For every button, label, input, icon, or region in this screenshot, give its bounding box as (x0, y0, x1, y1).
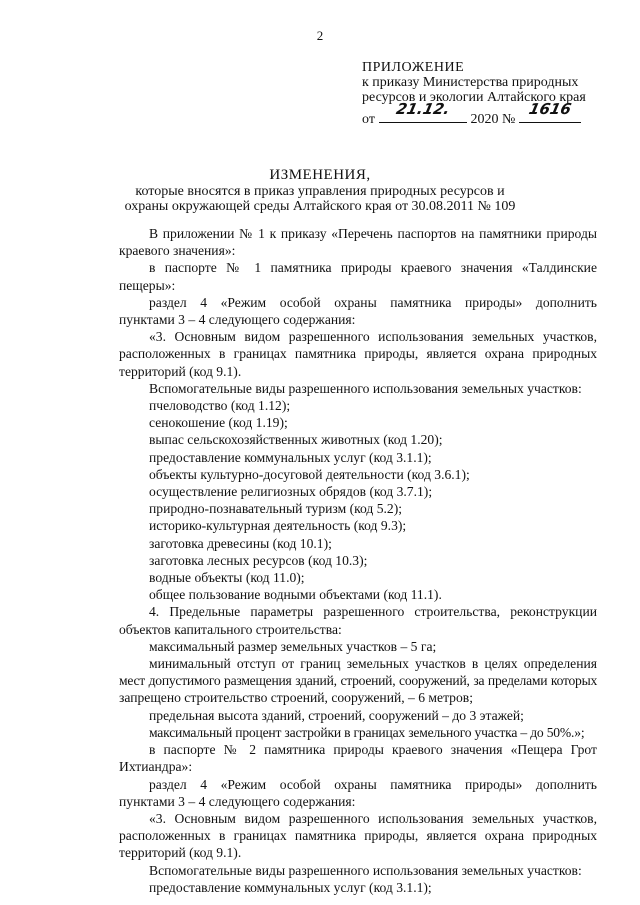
auxiliary-uses-list (119, 397, 597, 603)
year-number-label: 2020 № (470, 112, 516, 127)
paragraph-line: максимальный процент застройки в границах земельного участка – до 50%.»; (149, 724, 585, 740)
paragraph-line: краевого значения»: (119, 243, 236, 259)
date-blank (379, 100, 467, 123)
paragraph-line: запрещено строительство строений, сооружений, – 6 метров; (119, 690, 473, 706)
heading-line-1: которые вносятся в приказ управления природных ресурсов и (135, 184, 505, 199)
paragraph-line: Вспомогательные виды разрешенного использования земельных участков: (149, 862, 582, 878)
paragraph-line: пунктами 3 – 4 следующего содержания: (119, 793, 356, 809)
handwritten-number: 1616 (527, 100, 574, 118)
list-item: заготовка лесных ресурсов (код 10.3); (149, 552, 368, 568)
paragraph-line: «3. Основным видом разрешенного использования земельных участков, (149, 329, 597, 345)
heading-title: ИЗМЕНЕНИЯ, (269, 167, 371, 183)
paragraph-line: территорий (код 9.1). (119, 845, 242, 861)
list-item: заготовка древесины (код 10.1); (149, 535, 332, 551)
list-item: сенокошение (код 1.19); (149, 415, 288, 431)
paragraph-line: минимальный отступ от границ земельных участков в целях определения (149, 656, 597, 672)
list-item: водные объекты (код 11.0); (149, 570, 305, 586)
paragraph-line: мест допустимого размещения зданий, строений, сооружений, за пределами которых (119, 673, 597, 689)
document-heading (0, 168, 640, 214)
paragraph-line: максимальный размер земельных участков – 5 га; (149, 638, 437, 654)
paragraph-line: объектов капитального строительства: (119, 621, 342, 637)
paragraph-line: предельная высота зданий, строений, сооружений – до 3 этажей; (149, 707, 524, 723)
paragraph-line: Вспомогательные виды разрешенного использования земельных участков: (149, 380, 582, 396)
page-number: 2 (316, 28, 324, 43)
paragraph-line: «3. Основным видом разрешенного использования земельных участков, (149, 810, 597, 826)
paragraph-line: раздел 4 «Режим особой охраны памятника природы» дополнить (149, 294, 597, 310)
annex-title: ПРИЛОЖЕНИЕ (362, 60, 465, 75)
annex-ministry-line: ресурсов и экологии Алтайского края (362, 90, 586, 105)
list-item: пчеловодство (код 1.12); (149, 398, 291, 414)
list-item: осуществление религиозных обрядов (код 3.7.1); (149, 484, 433, 500)
paragraph-line: 4. Предельные параметры разрешенного строительства, реконструкции (149, 604, 597, 620)
paragraph-line: раздел 4 «Режим особой охраны памятника природы» дополнить (149, 776, 597, 792)
paragraph-line: Ихтиандра»: (119, 759, 193, 775)
annex-block (362, 60, 602, 127)
document-body (119, 225, 597, 896)
annex-date-line (362, 100, 602, 127)
annex-order-line: к приказу Министерства природных (362, 75, 579, 90)
paragraph-line: пещеры»: (119, 277, 176, 293)
list-item: выпас сельскохозяйственных животных (код 1.20); (149, 432, 443, 448)
list-item: предоставление коммунальных услуг (код 3.1.1); (149, 449, 432, 465)
list-item: природно-познавательный туризм (код 5.2); (149, 501, 403, 517)
date-prefix: от (362, 112, 375, 127)
paragraph-line: в паспорте № 1 памятника природы краевого значения «Талдинские (149, 260, 597, 276)
heading-line-2: охраны окружающей среды Алтайского края от 30.08.2011 № 109 (124, 199, 516, 214)
paragraph-line: пунктами 3 – 4 следующего содержания: (119, 312, 356, 328)
paragraph-line: расположенных в границах памятника природы, является охрана природных (119, 346, 597, 362)
list-item: историко-культурная деятельность (код 9.3); (149, 518, 407, 534)
paragraph-line: предоставление коммунальных услуг (код 3.1.1); (149, 879, 432, 895)
paragraph-line: В приложении № 1 к приказу «Перечень паспортов на памятники природы (149, 226, 597, 241)
paragraph-line: территорий (код 9.1). (119, 363, 242, 379)
list-item: общее пользование водными объектами (код 11.1). (149, 587, 442, 603)
list-item: объекты культурно-досуговой деятельности (код 3.6.1); (149, 466, 470, 482)
number-blank (519, 100, 581, 123)
paragraph-line: в паспорте № 2 памятника природы краевого значения «Пещера Грот (149, 742, 597, 758)
handwritten-date: 21.12. (394, 100, 452, 118)
paragraph-line: расположенных в границах памятника природы, является охрана природных (119, 828, 597, 844)
